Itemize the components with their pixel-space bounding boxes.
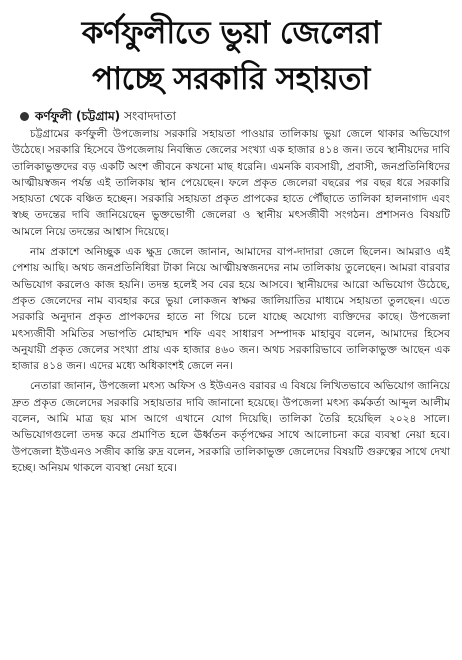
- headline: [12, 10, 450, 102]
- headline-line-2: পাচ্ছে সরকারি সহায়তা: [92, 61, 370, 97]
- paragraph-1: চট্টগ্রামের কর্ণফুলী উপজেলায় সরকারি সহায়তা পাওয়ার তালিকায় ভুয়া জেলে থাকার অভিযোগ উঠেছে। সরকারি হিসেবে উপজেলায় নিবন্ধিত জেলের সংখ্যা এক হাজার ৪১৪ জন। তবে স্থানীয়দের দাবি তালিকাভুক্তদের বড় একটি অংশ জীবনে কখনো মাছ ধরেনি। এমনকি ব্যবসায়ী, প্রবাসী, জনপ্রতিনিধিদের আত্মীয়স্বজন পর্যন্ত এই তালিকায় স্থান পেয়েছেন। ফলে প্রকৃত জেলেরা বছরের পর বছর ধরে সরকারি সহায়তা থেকে বঞ্চিত হচ্ছেন। সরকারি সহায়তা প্রকৃত প্রাপকের হাতে পৌঁছাতে তালিকা হালনাগাদ এবং স্বচ্ছ তদন্তের দাবি জানিয়েছেন ভুক্তভোগী জেলেরা ও স্থানীয় মৎসজীবী সংগঠন। প্রশাসনও বিষয়টি আমলে নিয়ে তদন্তের আশ্বাস দিয়েছে।: [12, 128, 450, 238]
- paragraph-3: নেতারা জানান, উপজেলা মৎস্য অফিস ও ইউএনও বরাবর এ বিষয়ে লিখিতভাবে অভিযোগ জানিয়ে দ্রুত প্রকৃত জেলেদের সরকারি সহায়তার দাবি জানানো হয়েছে। উপজেলা মৎস্য কর্মকর্তা আব্দুল আলীম বলেন, আমি মাত্র ছয় মাস আগে এখানে যোগ দিয়েছি। তালিকা তৈরি হয়েছিল ২০২৪ সালে। অভিযোগগুলো তদন্ত করে প্রমাণিত হলে ঊর্ধ্বতন কর্তৃপক্ষের সাথে আলোচনা করে ব্যবস্থা নেয়া হবে। উপজেলা ইউএনও সজীব কান্তি রুদ্র বলেন, সরকারি তালিকাভুক্ত জেলেদের বিষয়টি গুরুত্বের সাথে দেখা হচ্ছে। অনিয়ম থাকলে ব্যবস্থা নেয়া হবে।: [12, 380, 450, 474]
- circle-bullet-icon: [20, 112, 29, 121]
- paragraph-2: নাম প্রকাশে অনিচ্ছুক এক ক্ষুদ্র জেলে জানান, আমাদের বাপ-দাদারা জেলে ছিলেন। আমরাও এই পেশায় আছি। অথচ জনপ্রতিনিধিরা টাকা নিয়ে আত্মীয়স্বজনদের নাম তালিকায় তুলেছেন। আমরা বারবার অভিযোগ করলেও কাজ হয়নি। তদন্ত হলেই সব বের হয়ে আসবে। স্থানীয়দের আরো অভিযোগ উঠেছে, প্রকৃত জেলেদের নাম ব্যবহার করে ভুয়া লোকজন স্বাক্ষর জালিয়াতির মাধ্যমে সহায়তা তুলছেন। এতে সরকারি অনুদান প্রকৃত প্রাপকদের হাতে না গিয়ে চলে যাচ্ছে অযোগ্য ব্যক্তিদের কাছে। উপজেলা মৎস্যজীবী সমিতির সভাপতি মোহাম্মদ শফি এবং সাধারণ সম্পাদক মাহাবুব বলেন, আমাদের হিসেব অনুযায়ী প্রকৃত জেলের সংখ্যা প্রায় এক হাজার ৪৬০ জন। অথচ সরকারিভাবে তালিকাভুক্ত আছেন এক হাজার ৪১৪ জন। এদের মধ্যে অধিকাংশই জেলে নন।: [12, 246, 450, 373]
- article-body: [12, 126, 450, 476]
- byline-place: কর্ণফুলী (চট্টগ্রাম): [35, 109, 121, 123]
- byline: [20, 108, 450, 124]
- headline-line-1: কর্ণফুলীতে ভুয়া জেলেরা: [81, 15, 381, 51]
- byline-role: সংবাদদাতা: [124, 109, 176, 123]
